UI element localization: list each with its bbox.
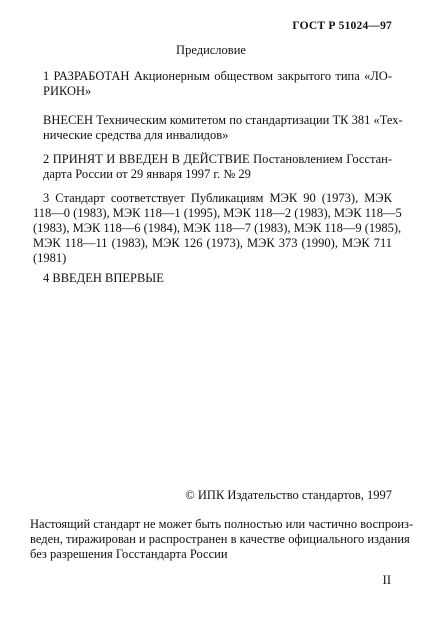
section-introduced-by xyxy=(33,113,403,143)
section-conformity-line-1: 3 Стандарт соответствует Публикациям МЭК 90 (1973), МЭК xyxy=(43,191,392,205)
section-first-line-1: 4 ВВЕДЕН ВПЕРВЫЕ xyxy=(43,271,164,285)
page-title: Предисловие xyxy=(176,43,246,57)
section-conformity-line-5: (1981) xyxy=(33,251,67,265)
section-conformity xyxy=(33,191,402,266)
section-developed-line-2: РИКОН» xyxy=(43,84,92,98)
copyright-line: © ИПК Издательство стандартов, 1997 xyxy=(185,488,392,502)
section-developed xyxy=(33,69,392,99)
notice-line-1: Настоящий стандарт не может быть полностью или частично воспроиз- xyxy=(30,517,414,531)
section-adopted xyxy=(33,152,392,182)
section-adopted-line-1: 2 ПРИНЯТ И ВВЕДЕН В ДЕЙСТВИЕ Постановлением Госстан- xyxy=(43,152,392,166)
section-introduced-by-line-2: нические средства для инвалидов» xyxy=(43,128,229,142)
section-first-introduced xyxy=(33,271,392,286)
notice-line-3: без разрешения Госстандарта России xyxy=(30,547,228,561)
section-conformity-line-4: МЭК 118—11 (1983), МЭК 126 (1973), МЭК 373 (1990), МЭК 711 xyxy=(33,236,392,250)
section-conformity-line-3: (1983), МЭК 118—6 (1984), МЭК 118—7 (1983), МЭК 118—9 (1985), xyxy=(33,221,402,235)
page-number: II xyxy=(382,573,391,587)
section-introduced-by-line-1: ВНЕСЕН Техническим комитетом по стандартизации ТК 381 «Тех- xyxy=(43,113,403,127)
section-conformity-line-2: 118—0 (1983), МЭК 118—1 (1995), МЭК 118—2 (1983), МЭК 118—5 xyxy=(33,206,402,220)
section-developed-line-1: 1 РАЗРАБОТАН Акционерным обществом закрытого типа «ЛО- xyxy=(43,69,392,83)
notice-line-2: веден, тиражирован и распространен в качестве официального издания xyxy=(30,532,410,546)
document-id: ГОСТ Р 51024—97 xyxy=(292,20,392,32)
reproduction-notice xyxy=(30,517,414,562)
section-adopted-line-2: дарта России от 29 января 1997 г. № 29 xyxy=(43,167,251,181)
